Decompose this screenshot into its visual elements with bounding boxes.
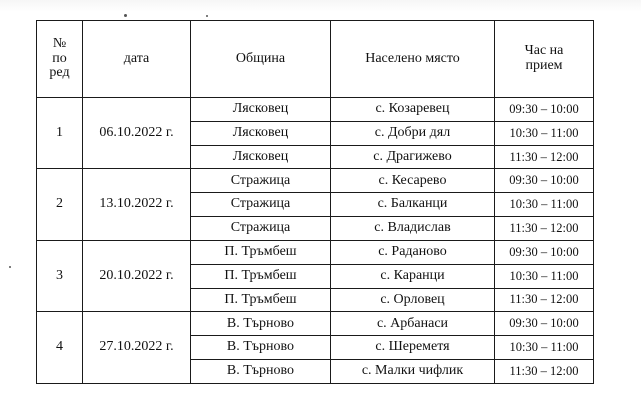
municipality-cell: П. Тръмбеш <box>191 288 331 312</box>
place-cell: с. Кесарево <box>331 169 495 193</box>
place-cell: с. Каранци <box>331 264 495 288</box>
time-cell: 11:30 – 12:00 <box>495 217 594 241</box>
table-row <box>37 240 594 264</box>
table-row <box>37 312 594 336</box>
municipality-cell: В. Търново <box>191 312 331 336</box>
municipality-cell: Стражица <box>191 193 331 217</box>
visit-date: 20.10.2022 г. <box>83 240 191 311</box>
table-header-row <box>37 21 594 98</box>
place-cell: с. Орловец <box>331 288 495 312</box>
municipality-cell: Лясковец <box>191 121 331 145</box>
table-row <box>37 169 594 193</box>
scan-speck <box>9 266 11 268</box>
header-row-number: № по ред <box>37 21 83 98</box>
municipality-cell: Лясковец <box>191 145 331 169</box>
municipality-cell: П. Тръмбеш <box>191 264 331 288</box>
row-number: 3 <box>37 240 83 311</box>
row-number: 2 <box>37 169 83 240</box>
time-cell: 09:30 – 10:00 <box>495 240 594 264</box>
row-number: 1 <box>37 98 83 169</box>
time-cell: 09:30 – 10:00 <box>495 98 594 122</box>
header-date: дата <box>83 21 191 98</box>
time-cell: 11:30 – 12:00 <box>495 360 594 384</box>
time-cell: 10:30 – 11:00 <box>495 193 594 217</box>
time-cell: 10:30 – 11:00 <box>495 336 594 360</box>
place-cell: с. Балканци <box>331 193 495 217</box>
place-cell: с. Владислав <box>331 217 495 241</box>
table-row <box>37 98 594 122</box>
place-cell: с. Козаревец <box>331 98 495 122</box>
municipality-cell: П. Тръмбеш <box>191 240 331 264</box>
municipality-cell: В. Търново <box>191 336 331 360</box>
visit-date: 27.10.2022 г. <box>83 312 191 384</box>
municipality-cell: В. Търново <box>191 360 331 384</box>
place-cell: с. Добри дял <box>331 121 495 145</box>
time-cell: 11:30 – 12:00 <box>495 288 594 312</box>
time-cell: 10:30 – 11:00 <box>495 264 594 288</box>
place-cell: с. Арбанаси <box>331 312 495 336</box>
time-cell: 11:30 – 12:00 <box>495 145 594 169</box>
time-cell: 09:30 – 10:00 <box>495 312 594 336</box>
municipality-cell: Стражица <box>191 217 331 241</box>
schedule-table <box>36 20 594 384</box>
municipality-cell: Лясковец <box>191 98 331 122</box>
place-cell: с. Раданово <box>331 240 495 264</box>
scan-speck <box>206 15 208 17</box>
header-municipality: Община <box>191 21 331 98</box>
visit-date: 13.10.2022 г. <box>83 169 191 240</box>
place-cell: с. Драгижево <box>331 145 495 169</box>
place-cell: с. Малки чифлик <box>331 360 495 384</box>
municipality-cell: Стражица <box>191 169 331 193</box>
scan-top-edge <box>0 0 641 12</box>
header-place: Населено място <box>331 21 495 98</box>
header-time: Час на прием <box>495 21 594 98</box>
place-cell: с. Шереметя <box>331 336 495 360</box>
scan-speck <box>124 14 127 17</box>
visit-date: 06.10.2022 г. <box>83 98 191 169</box>
row-number: 4 <box>37 312 83 384</box>
time-cell: 09:30 – 10:00 <box>495 169 594 193</box>
time-cell: 10:30 – 11:00 <box>495 121 594 145</box>
